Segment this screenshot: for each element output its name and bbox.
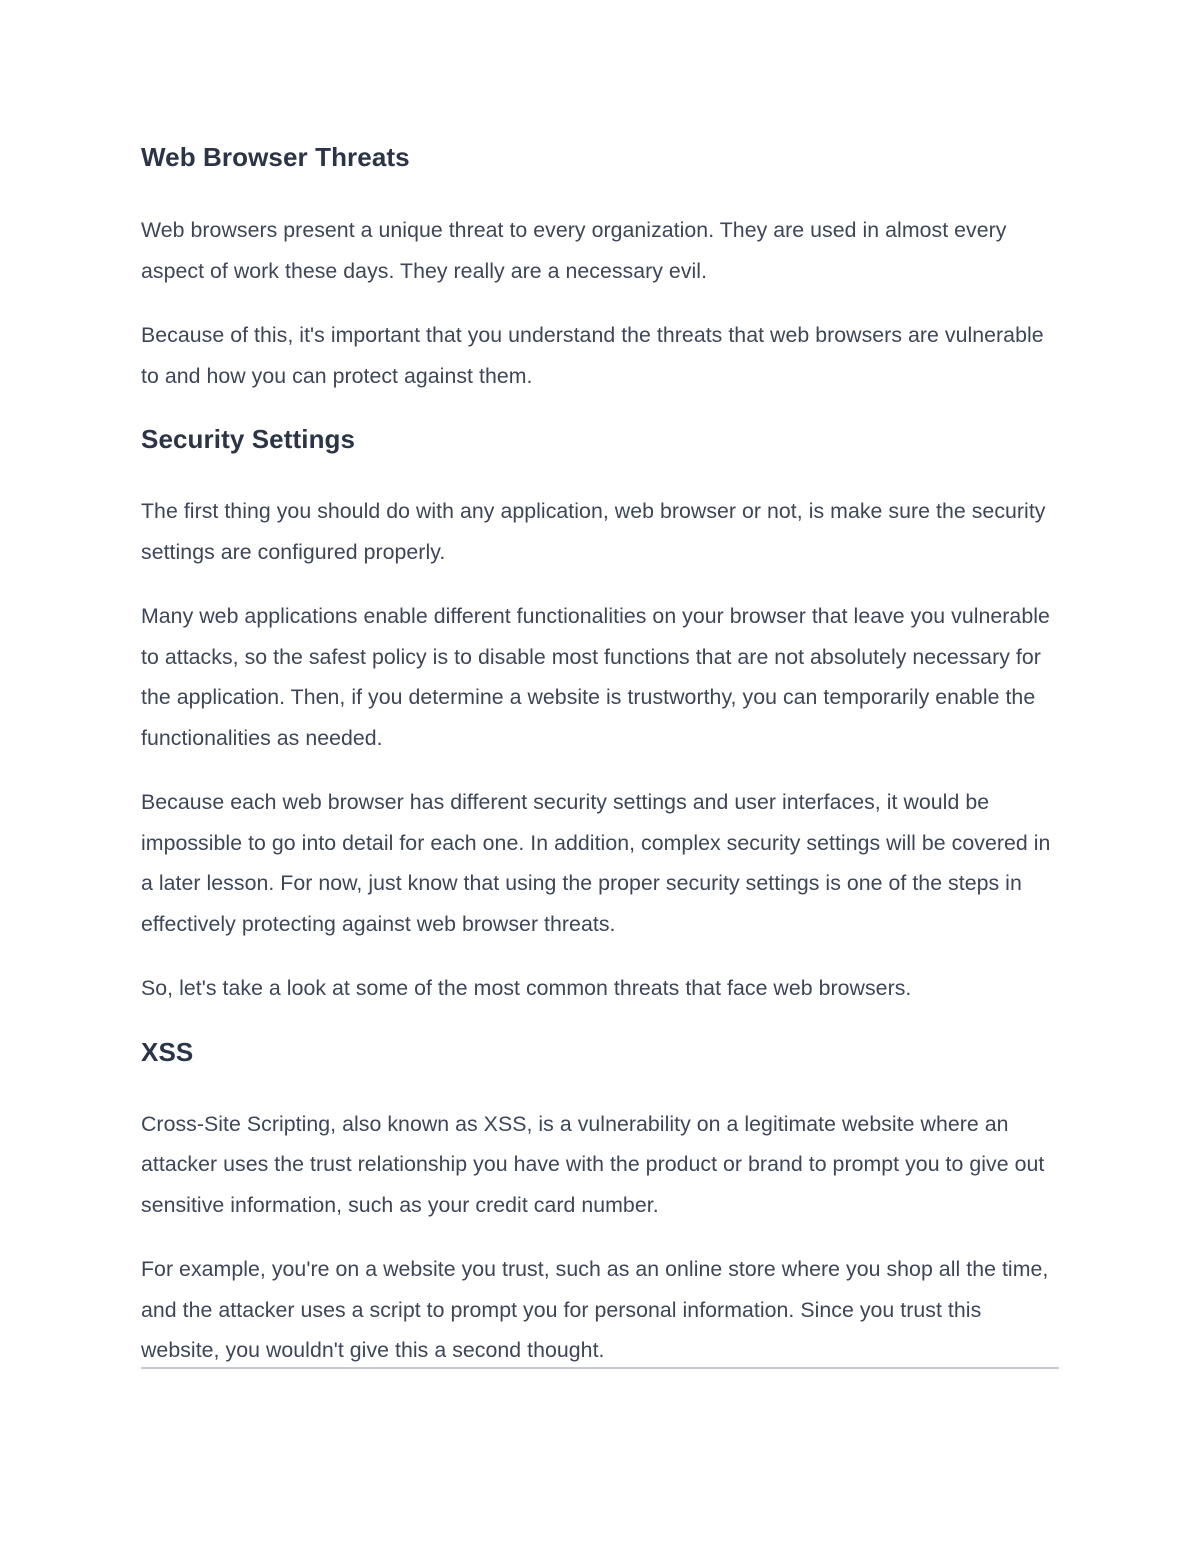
paragraph: The first thing you should do with any application, web browser or not, is make sure the security settings are configured properly.: [141, 499, 1046, 564]
paragraph: Web browsers present a unique threat to every organization. They are used in almost every aspect of work these days. They really are a necessary evil.: [141, 218, 1007, 283]
paragraph: So, let's take a look at some of the most common threats that face web browsers.: [141, 976, 912, 1000]
paragraph: Cross-Site Scripting, also known as XSS, is a vulnerability on a legitimate website where an attacker uses the trust relationship you have with the product or brand to prompt you to give out sensitive information, such as your credit card number.: [141, 1111, 1045, 1217]
document-body: [141, 138, 1059, 1371]
paragraph: Because each web browser has different security settings and user interfaces, it would be impossible to go into detail for each one. In addition, complex security settings will be covered in a later lesson. For now, just know that using the proper security settings is one of the steps in effectively protecting against web browser threats.: [141, 790, 1051, 936]
paragraph: Because of this, it's important that you understand the threats that web browsers are vulnerable to and how you can protect against them.: [141, 323, 1044, 388]
heading-xss: XSS: [141, 1036, 194, 1067]
paragraph: Many web applications enable different functionalities on your browser that leave you vulnerable to attacks, so the safest policy is to disable most functions that are not absolutely necessary for the application. Then, if you determine a website is trustworthy, you can temporarily enable the functionalities as needed.: [141, 604, 1050, 750]
paragraph: For example, you're on a website you trust, such as an online store where you shop all the time, and the attacker uses a script to prompt you for personal information. Since you trust this website, you wouldn't give this a second thought.: [141, 1257, 1049, 1362]
heading-security-settings: Security Settings: [141, 424, 356, 454]
horizontal-divider: [141, 1367, 1059, 1369]
heading-web-browser-threats: Web Browser Threats: [141, 142, 410, 172]
